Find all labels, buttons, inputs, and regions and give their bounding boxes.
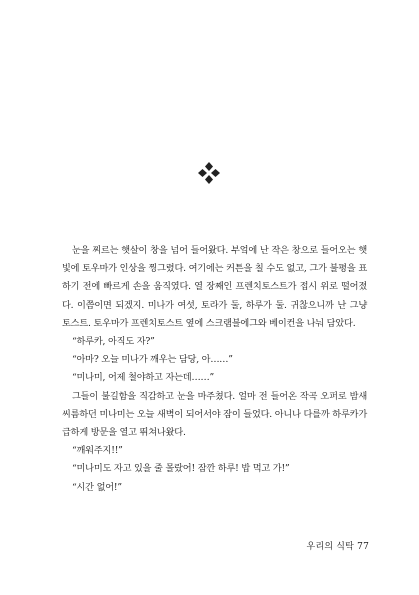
four-diamond-ornament-icon [196, 160, 222, 186]
dialogue-line: “깨워주지!!” [72, 445, 123, 457]
dialogue-line: “아마? 오늘 미나가 깨우는 담당, 아……” [72, 354, 233, 366]
paragraph: 눈을 찌르는 햇살이 창을 넘어 들어왔다. 부엌에 난 작은 창으로 들어오는 햇빛에 토우마가 인상을 찡그렸다. 여기에는 커튼을 칠 수도 없고, 그가 불평을 표하기 전에 빠르게 손을 움직였다. 열 장째인 프렌치토스트가 접시 위로 떨어졌다. 이쯤이면 되겠지. 미나가 여섯, 토라가 둘, 하루가 둘. 귀찮으니까 난 그냥 토스트. 토우마가 프렌치토스트 옆에 스크램블에그와 베이컨을 나눠 담았다. [62, 245, 367, 329]
ornament-diamond-bottom [205, 175, 213, 184]
running-footer [307, 539, 369, 552]
body-text [62, 242, 367, 497]
dialogue-line: “미나미도 자고 있을 줄 몰랐어! 잠깐 하루! 밥 먹고 가!” [72, 463, 290, 475]
ornament-diamond-left [198, 169, 207, 177]
dialogue-line: “시간 없어!” [72, 481, 122, 493]
dialogue-line: “미나미, 어제 철야하고 자는데……” [72, 372, 214, 384]
ornament-diamond-top [205, 162, 213, 171]
book-title: 우리의 식탁 [306, 542, 355, 552]
page-number: 77 [357, 542, 369, 552]
paragraph: 그들이 불길함을 직감하고 눈을 마주쳤다. 얼마 전 들어온 작곡 오퍼로 밤새 씨름하던 미나미는 오늘 새벽이 되어서야 잠이 들었다. 아니나 다를까 하루카가 급하게 방문을 열고 뛰쳐나왔다. [62, 390, 367, 439]
ornament-diamond-right [211, 169, 220, 177]
dialogue-line: “하루카, 아직도 자?” [72, 336, 155, 348]
